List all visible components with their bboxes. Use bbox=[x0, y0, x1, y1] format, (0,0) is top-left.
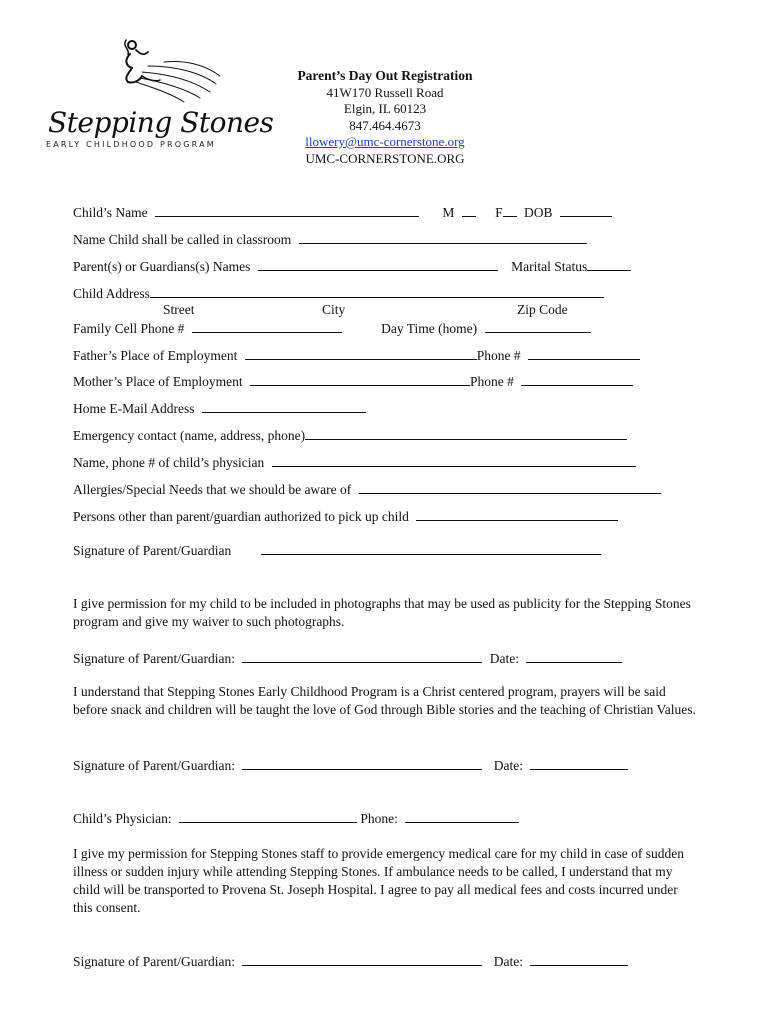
child-physician-row bbox=[73, 809, 519, 827]
logo-tagline: EARLY CHILDHOOD PROGRAM bbox=[46, 140, 216, 149]
christian-signature-field[interactable] bbox=[242, 756, 482, 770]
christian-consent-signature-row bbox=[73, 756, 628, 774]
emergency-row bbox=[73, 426, 627, 444]
pickup-label: Persons other than parent/guardian authorized to pick up child bbox=[73, 509, 409, 524]
child-address-row bbox=[73, 284, 604, 302]
classroom-name-field[interactable] bbox=[299, 230, 587, 244]
parents-label: Parent(s) or Guardians(s) Names bbox=[73, 259, 251, 274]
dob-label: DOB bbox=[524, 205, 553, 220]
father-employment-label: Father’s Place of Employment bbox=[73, 348, 238, 363]
marital-status-label: Marital Status bbox=[511, 259, 588, 274]
child-address-label: Child Address bbox=[73, 286, 150, 301]
photo-consent-text: I give permission for my child to be included in photographs that may be used as publicity for the Stepping Stones program and give my waiver to such photographs. bbox=[73, 596, 691, 629]
photo-date-field[interactable] bbox=[526, 649, 622, 663]
child-name-label: Child’s Name bbox=[73, 205, 148, 220]
photo-consent-signature-row bbox=[73, 649, 622, 667]
allergies-row bbox=[73, 480, 661, 498]
parents-row bbox=[73, 257, 631, 275]
male-label: M bbox=[442, 205, 455, 220]
father-phone-field[interactable] bbox=[528, 346, 640, 360]
email-row bbox=[73, 399, 366, 417]
physician-name-label: Name, phone # of child’s physician bbox=[73, 455, 265, 470]
medical-date-label: Date: bbox=[493, 954, 523, 969]
father-row bbox=[73, 346, 640, 364]
mother-employment-label: Mother’s Place of Employment bbox=[73, 374, 243, 389]
logo-title: Stepping Stones bbox=[48, 106, 274, 139]
signature-row-1 bbox=[73, 541, 601, 559]
child-physician-phone-label: Phone: bbox=[360, 811, 398, 826]
child-name-row bbox=[73, 203, 612, 221]
christian-date-field[interactable] bbox=[530, 756, 628, 770]
header-block bbox=[230, 68, 540, 167]
mother-phone-field[interactable] bbox=[521, 372, 633, 386]
child-physician-field[interactable] bbox=[179, 809, 357, 823]
photo-signature-field[interactable] bbox=[242, 649, 482, 663]
city-state-zip: Elgin, IL 60123 bbox=[343, 101, 427, 116]
stepping-stones-logo bbox=[44, 36, 274, 154]
website: UMC-CORNERSTONE.ORG bbox=[305, 150, 465, 166]
christian-signature-label: Signature of Parent/Guardian: bbox=[73, 758, 235, 773]
child-physician-phone-field[interactable] bbox=[405, 809, 519, 823]
email-link[interactable]: llowery@umc-cornerstone.org bbox=[305, 134, 465, 149]
mother-row bbox=[73, 372, 633, 390]
father-phone-label: Phone # bbox=[476, 348, 521, 363]
pickup-row bbox=[73, 507, 618, 525]
allergies-label: Allergies/Special Needs that we should be aware of bbox=[73, 482, 352, 497]
cell-phone-field[interactable] bbox=[192, 319, 342, 333]
home-email-field[interactable] bbox=[202, 399, 366, 413]
mother-employment-field[interactable] bbox=[250, 372, 470, 386]
daytime-phone-field[interactable] bbox=[485, 319, 591, 333]
allergies-field[interactable] bbox=[359, 480, 661, 494]
medical-signature-field[interactable] bbox=[242, 952, 482, 966]
cell-phone-label: Family Cell Phone # bbox=[73, 321, 185, 336]
mother-phone-label: Phone # bbox=[469, 374, 514, 389]
medical-consent-signature-row bbox=[73, 952, 628, 970]
city-caption: City bbox=[322, 302, 346, 317]
physician-phone-field[interactable] bbox=[418, 453, 636, 467]
home-email-label: Home E-Mail Address bbox=[73, 401, 195, 416]
medical-consent-text: I give my permission for Stepping Stones staff to provide emergency medical care for my child in case of sudden illness or sudden injury while attending Stepping Stones. If ambulance needs to be called, I understand that my child will be transported to Provena St. Joseph Hospital. I agree to pay all medical fees and costs incurred under this consent. bbox=[73, 846, 684, 915]
photo-signature-label: Signature of Parent/Guardian: bbox=[73, 651, 235, 666]
street-caption: Street bbox=[163, 302, 195, 317]
child-address-field[interactable] bbox=[150, 284, 604, 298]
parents-field[interactable] bbox=[258, 257, 498, 271]
physician-row bbox=[73, 453, 636, 471]
female-field[interactable] bbox=[503, 203, 517, 217]
dancing-child-logo-icon bbox=[44, 36, 224, 116]
male-field[interactable] bbox=[462, 203, 476, 217]
pickup-field[interactable] bbox=[416, 507, 618, 521]
emergency-contact-label: Emergency contact (name, address, phone) bbox=[73, 428, 306, 443]
photo-date-label: Date: bbox=[489, 651, 519, 666]
father-employment-field[interactable] bbox=[245, 346, 477, 360]
marital-status-field[interactable] bbox=[587, 257, 631, 271]
physician-name-field[interactable] bbox=[272, 453, 418, 467]
street-address: 41W170 Russell Road bbox=[326, 84, 444, 100]
child-physician-label: Child’s Physician: bbox=[73, 811, 172, 826]
child-name-field[interactable] bbox=[155, 203, 419, 217]
christian-date-label: Date: bbox=[493, 758, 523, 773]
daytime-phone-label: Day Time (home) bbox=[381, 321, 478, 336]
medical-signature-label: Signature of Parent/Guardian: bbox=[73, 954, 235, 969]
medical-date-field[interactable] bbox=[530, 952, 628, 966]
phone-number: 847.464.4673 bbox=[349, 117, 421, 133]
signature-label: Signature of Parent/Guardian bbox=[73, 543, 232, 558]
form-title: Parent’s Day Out Registration bbox=[297, 68, 473, 83]
emergency-contact-field[interactable] bbox=[305, 426, 627, 440]
christian-consent-text: I understand that Stepping Stones Early Childhood Program is a Christ centered program, prayers will be said before snack and children will be taught the love of God through Bible stories and the teaching of Christian Values. bbox=[73, 684, 696, 717]
signature-field[interactable] bbox=[261, 541, 601, 555]
phone-row bbox=[73, 319, 591, 337]
classroom-name-row bbox=[73, 230, 587, 248]
dob-field[interactable] bbox=[560, 203, 612, 217]
classroom-name-label: Name Child shall be called in classroom bbox=[73, 232, 292, 247]
zip-caption: Zip Code bbox=[517, 302, 568, 317]
female-label: F bbox=[495, 205, 503, 220]
